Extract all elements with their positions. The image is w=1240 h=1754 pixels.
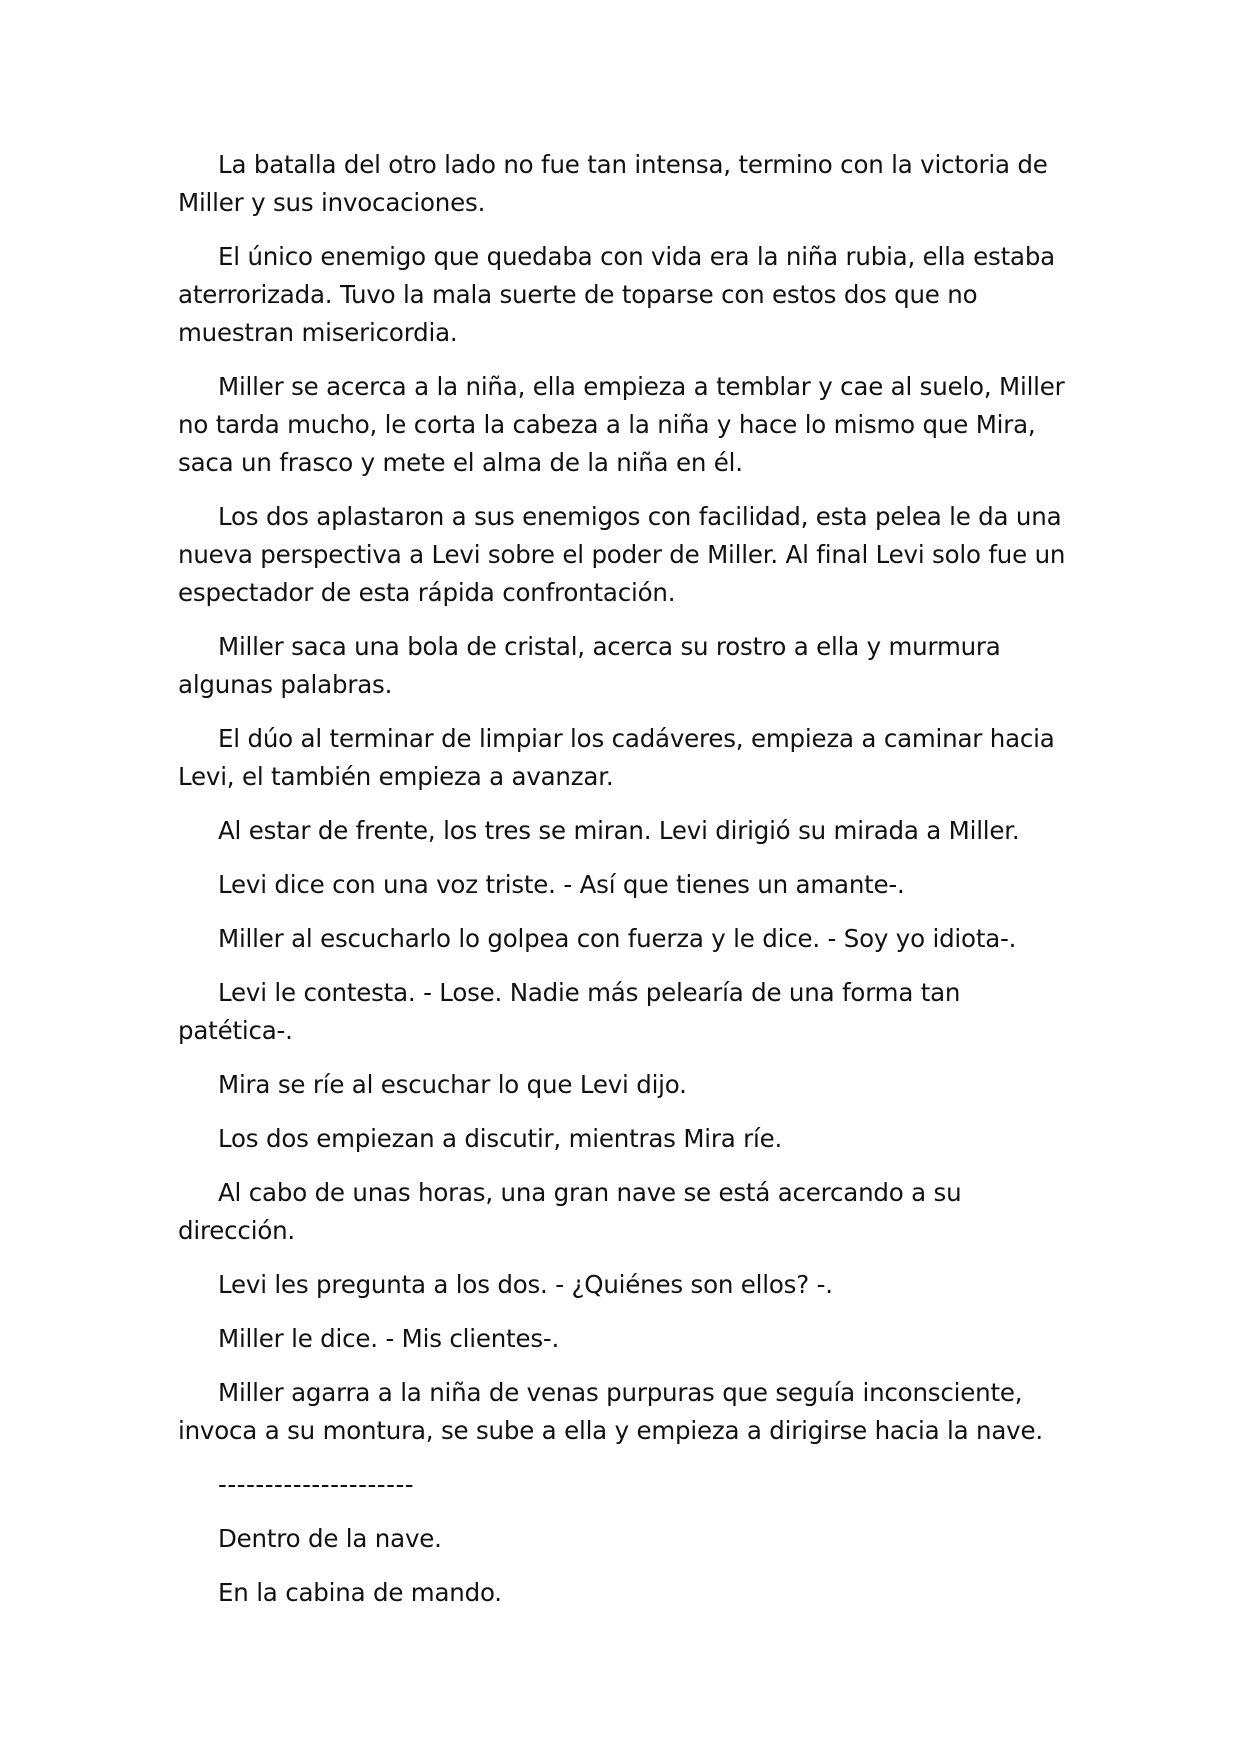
paragraph: Mira se ríe al escuchar lo que Levi dijo. — [218, 1070, 687, 1099]
paragraph: Miller saca una bola de cristal, acerca su rostro a ella y murmura algunas palabras. — [178, 632, 1001, 699]
paragraph: Los dos empiezan a discutir, mientras Mira ríe. — [218, 1124, 783, 1153]
paragraph: Miller le dice. - Mis clientes-. — [218, 1324, 560, 1353]
paragraph: Los dos aplastaron a sus enemigos con facilidad, esta pelea le da una nueva perspectiva a Levi sobre el poder de Miller. Al final Levi solo fue un espectador de esta rápida confrontación. — [178, 502, 1066, 607]
paragraph: Miller agarra a la niña de venas purpuras que seguía inconsciente, invoca a su montura, se sube a ella y empieza a dirigirse hacia la nave. — [178, 1378, 1043, 1445]
paragraph: El único enemigo que quedaba con vida era la niña rubia, ella estaba aterrorizada. Tuvo la mala suerte de toparse con estos dos que no muestran misericordia. — [178, 242, 1055, 347]
paragraph: Levi dice con una voz triste. - Así que tienes un amante-. — [218, 870, 905, 899]
paragraph: Dentro de la nave. — [218, 1524, 442, 1553]
paragraph: La batalla del otro lado no fue tan intensa, termino con la victoria de Miller y sus invocaciones. — [178, 150, 1048, 217]
paragraph: Levi les pregunta a los dos. - ¿Quiénes son ellos? -. — [218, 1270, 833, 1299]
paragraph: Al estar de frente, los tres se miran. Levi dirigió su mirada a Miller. — [218, 816, 1020, 845]
paragraph: El dúo al terminar de limpiar los cadáveres, empieza a caminar hacia Levi, el también empieza a avanzar. — [178, 724, 1055, 791]
paragraph: Levi le contesta. - Lose. Nadie más pelearía de una forma tan patética-. — [178, 978, 961, 1045]
paragraph: Al cabo de unas horas, una gran nave se está acercando a su dirección. — [178, 1178, 962, 1245]
body-text — [178, 146, 1078, 1628]
paragraph: En la cabina de mando. — [218, 1578, 502, 1607]
paragraph: Miller al escucharlo lo golpea con fuerza y le dice. - Soy yo idiota-. — [218, 924, 1017, 953]
paragraph: Miller se acerca a la niña, ella empieza a temblar y cae al suelo, Miller no tarda mucho, le corta la cabeza a la niña y hace lo mismo que Mira, saca un frasco y mete el alma de la niña en él. — [178, 372, 1065, 477]
scene-separator: --------------------- — [218, 1470, 415, 1499]
